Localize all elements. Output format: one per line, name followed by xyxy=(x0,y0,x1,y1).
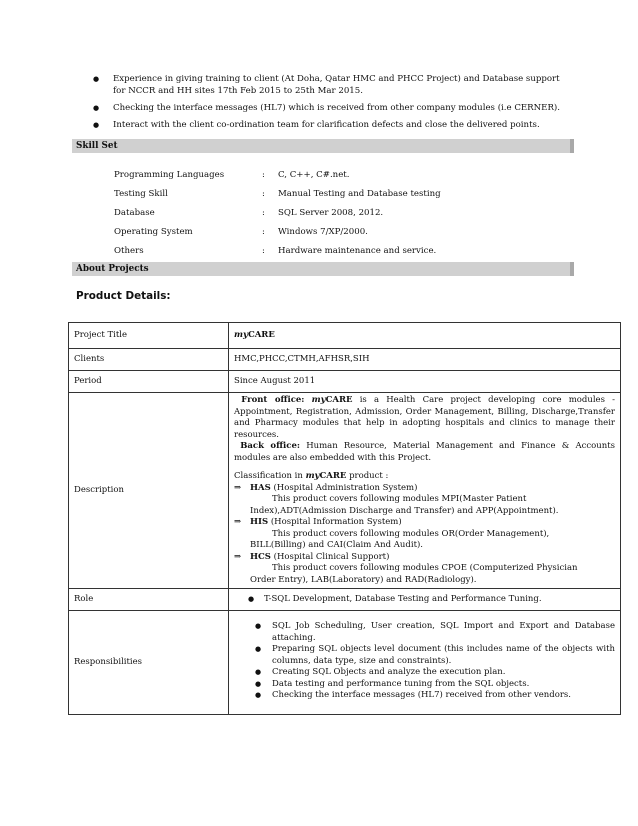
description-value xyxy=(229,393,621,589)
skill-key: Others xyxy=(114,246,144,256)
front-office-label: Front office: xyxy=(241,395,305,405)
module-covers: This product covers following modules MPI(Master Patient xyxy=(272,494,527,504)
period-label: Period xyxy=(69,371,229,393)
brand-name: CARE xyxy=(247,329,275,340)
table-row xyxy=(69,371,621,393)
module-code: HIS xyxy=(250,517,269,527)
back-office-label: Back office: xyxy=(240,441,301,451)
skill-colon: : xyxy=(262,170,265,180)
module-covers: This product covers following modules OR(Order Management), xyxy=(272,528,550,539)
classification-suffix: product : xyxy=(349,471,389,481)
module-covers-cont: Index),ADT(Admission Discharge and Transfer) and APP(Appointment). xyxy=(250,505,559,516)
module-covers: This product covers following modules CPOE (Computerized Physician xyxy=(272,563,578,573)
module-code: HAS xyxy=(250,482,271,493)
module-has xyxy=(234,483,615,495)
module-hcs xyxy=(234,552,615,564)
experience-bullets xyxy=(93,73,573,136)
brand-prefix: my xyxy=(311,395,326,405)
responsibilities-value xyxy=(229,611,621,715)
list-item: ● Checking the interface messages (HL7) received from other vendors. xyxy=(250,690,615,702)
table-row xyxy=(69,349,621,371)
skill-value: SQL Server 2008, 2012. xyxy=(278,208,384,218)
table-row xyxy=(69,589,621,611)
table-row xyxy=(69,611,621,715)
period-value: Since August 2011 xyxy=(229,371,621,393)
skill-value: Windows 7/XP/2000. xyxy=(278,227,368,237)
list-item: ● Preparing SQL objects level document (this includes name of the objects with columns, data type, size and constraints). xyxy=(250,644,615,667)
list-item: ● SQL Job Scheduling, User creation, SQL Import and Export and Database attaching. xyxy=(250,621,615,644)
back-office-text: Human Resource, Material Management and Finance & Accounts modules are also embedded with this Project. xyxy=(234,441,616,463)
clients-label: Clients xyxy=(69,349,229,371)
classification-prefix: Classification in xyxy=(234,471,303,481)
brand-name: CARE xyxy=(325,395,353,405)
bullet-item: ● Interact with the client co-ordination team for clarification defects and close the delivered points. xyxy=(93,119,573,131)
module-name: (Hospital Clinical Support) xyxy=(273,551,390,562)
skill-key: Database xyxy=(114,208,155,218)
clients-value: HMC,PHCC,CTMH,AFHSR,SIH xyxy=(229,349,621,371)
classification-line xyxy=(234,471,615,483)
bullet-item: ● Experience in giving training to client (At Doha, Qatar HMC and PHCC Project) and Database support for NCCR and HH sites 17th Feb 2015 to 25th Mar 2015. xyxy=(93,73,573,97)
module-covers-cont: Order Entry), LAB(Laboratory) and RAD(Radiology). xyxy=(250,574,477,585)
responsibilities-list xyxy=(234,621,615,702)
skill-row xyxy=(114,185,554,204)
skill-value: C, C++, C#.net. xyxy=(278,170,350,180)
skill-row xyxy=(114,242,554,261)
skill-value: Manual Testing and Database testing xyxy=(278,189,441,199)
skill-key: Programming Languages xyxy=(114,170,225,180)
module-code: HCS xyxy=(250,551,271,562)
module-name: (Hospital Administration System) xyxy=(273,482,418,493)
product-details-table xyxy=(68,322,621,715)
arrow-right-icon: ⇒ xyxy=(234,482,242,493)
list-item: ● Data testing and performance tuning from the SQL objects. xyxy=(250,679,615,691)
role-value xyxy=(229,589,621,611)
project-title-label: Project Title xyxy=(69,323,229,349)
skill-colon: : xyxy=(262,246,265,256)
role-list xyxy=(234,594,615,606)
responsibilities-label: Responsibilities xyxy=(69,611,229,715)
module-covers-cont: BILL(Billing) and CAI(Claim And Audit). xyxy=(250,540,423,550)
list-item: ● Creating SQL Objects and analyze the execution plan. xyxy=(250,667,615,679)
brand-prefix: my xyxy=(234,329,248,340)
skill-colon: : xyxy=(262,208,265,218)
role-label: Role xyxy=(69,589,229,611)
skill-row xyxy=(114,223,554,242)
back-office-paragraph xyxy=(234,441,615,464)
skill-set-list xyxy=(114,166,554,261)
table-row xyxy=(69,323,621,349)
skill-row xyxy=(114,166,554,185)
module-name: (Hospital Information System) xyxy=(270,517,402,527)
arrow-right-icon: ⇒ xyxy=(234,517,242,527)
table-row xyxy=(69,393,621,589)
skill-colon: : xyxy=(262,189,265,199)
front-office-text: is a Health Care project developing core modules - Appointment, Registration, Admission, Order Management, Billing, Discharge,Transfer and Pharmacy modules that help in adopting hospitals and clinics to manage their resources. xyxy=(234,395,616,440)
skill-set-heading: Skill Set xyxy=(72,139,574,153)
about-projects-heading: About Projects xyxy=(72,262,574,276)
project-title-value xyxy=(229,323,621,349)
arrow-right-icon: ⇒ xyxy=(234,551,242,562)
description-label: Description xyxy=(69,393,229,589)
front-office-paragraph xyxy=(234,395,615,441)
module-his xyxy=(234,517,615,529)
bullet-item: ● Checking the interface messages (HL7) which is received from other company modules (i.e CERNER). xyxy=(93,102,573,114)
skill-colon: : xyxy=(262,227,265,237)
skill-row xyxy=(114,204,554,223)
brand-name: CARE xyxy=(319,471,347,481)
brand-prefix: my xyxy=(305,471,320,481)
skill-value: Hardware maintenance and service. xyxy=(278,246,437,256)
list-item: ● T-SQL Development, Database Testing and Performance Tuning. xyxy=(234,594,615,606)
skill-key: Operating System xyxy=(114,227,193,237)
product-details-heading: Product Details: xyxy=(76,290,171,302)
skill-key: Testing Skill xyxy=(114,189,168,199)
